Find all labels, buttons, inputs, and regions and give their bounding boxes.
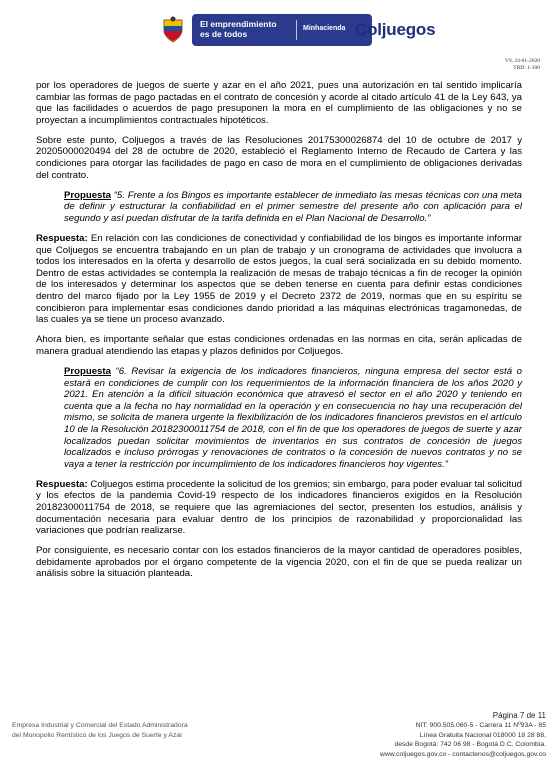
- document-body: [36, 80, 522, 589]
- page-header: [160, 14, 460, 48]
- gov-logo-text: El emprendimiento es de todos: [200, 19, 277, 39]
- document-version: [505, 58, 540, 72]
- footer-phone-line: Línea Gratuita Nacional 018000 18 28 88,: [419, 731, 546, 739]
- paragraph-4: Por consiguiente, es necesario contar con los estados financieros de la mayor cantidad de operadores posibles, debidamente aprobados por el órgano competente de la vigencia 2020, con el fin de que se pueda realizar un análisis sobre la situación planteada.: [36, 545, 522, 580]
- proposal-label: Propuesta: [64, 189, 111, 201]
- footer-contact: [380, 721, 546, 759]
- paragraph-2: Sobre este punto, Coljuegos a través de las Resoluciones 20175300026874 del 10 de octubre de 2017 y 20205000020494 del 28 de octubre de 2020, estableció el Reglamento Interno de Recaudo de Cartera y las condiciones para otorgar las facilidades de pago en caso de mora en el cumplimiento de obligaciones derivadas del contrato.: [36, 134, 522, 181]
- proposal-label: Propuesta: [64, 365, 111, 377]
- ministry-text: Minhacienda: [303, 25, 346, 32]
- proposal-6: [36, 366, 522, 470]
- brand-name: Coljuegos: [355, 20, 436, 39]
- logo-divider: [296, 20, 297, 40]
- footer-company-line-2: del Monopolio Rentístico de los Juegos de Suerte y Azar: [12, 731, 183, 739]
- trd-code: TRD: 1-100: [513, 65, 540, 71]
- paragraph-1: por los operadores de juegos de suerte y azar en el año 2021, pues una autorización en tal sentido implicaría cambiar las formas de pago pactadas en el contrato de concesión y acorde al citado artículo 41 de la Ley 643, ya que las facilidades o acuerdos de pago presuponen la mora en el cumplimiento de las obligaciones y no se proyectan a incumplimientos contractuales hipotéticos.: [36, 80, 522, 126]
- footer-company-line-1: Empresa Industrial y Comercial del Estado Administradora: [12, 722, 188, 729]
- footer-company: [12, 721, 188, 740]
- footer-bogota-line: desde Bogotá: 742 06 98 - Bogotá D.C. Colombia.: [394, 741, 546, 748]
- coat-of-arms-icon: [160, 16, 186, 44]
- paragraph-3: Ahora bien, es importante señalar que estas condiciones ordenadas en las normas en cita, serán aplicadas de manera gradual atendiendo las etapas y plazos definidos por Coljuegos.: [36, 334, 522, 357]
- footer-web-email: www.coljuegos.gov.co - contactenos@coljuegos.gov.co: [379, 750, 546, 758]
- footer-nit-address: NIT: 900.505.060-5 - Carrera 11 Nº93A - 85: [415, 722, 546, 729]
- page-number: Página 7 de 11: [492, 711, 546, 720]
- response-label: Respuesta:: [36, 478, 88, 490]
- proposal-text: “5. Frente a los Bingos es importante establecer de inmediato las mesas técnicas con una meta de definir y estructurar la confiabilidad en el primer semestre del presente año con aplicación para el segundo y así puedan disfrutar de la tarifa definida en el Plan Nacional de Desarrollo.”: [64, 189, 522, 224]
- proposal-text: “6. Revisar la exigencia de los indicadores financieros, ninguna empresa del sector está o estará en condiciones de cumplir con los requerimientos de la información financiera de los años 2020 y 2021. En atención a la difícil situación económica que atravesó el sector en el año 2020 y teniendo en cuenta que a la fecha no hay normalidad en la operación y en consecuencia no hay una recuperación del mismo, se solicita de manera urgente la flexibilización de los indicadores financieros previstos en el artículo 10 de la Resolución 20182300011754 de 2018, con el fin de que los operadores de juegos de suerte y azar localizados puedan solicitar movimientos de inventarios en sus contratos de concesión de juegos localizados e incluso prórrogas y renovaciones de contratos o la concesión de nuevos contratos y no se vaya a tener la restricción por incumplimiento de los indicadores financieros hoy vigentes.”: [64, 365, 522, 470]
- response-text: Coljuegos estima procedente la solicitud de los gremios; sin embargo, para poder evaluar tal solicitud y los efectos de la pandemia Covid-19 respecto de los indicadores financieros exigidos en la Resolución 20182300011754 de 2018, se requiere que las agremiaciones del sector, presenten los estudios, análisis y documentación necesaria para evaluar dentro de los principios de razonabilidad y proporcionalidad las variaciones que podrían realizarse.: [36, 478, 522, 537]
- government-logo: [192, 14, 372, 46]
- coljuegos-logo: [355, 20, 435, 40]
- version-code: V9, 24-01-2020: [504, 58, 540, 64]
- proposal-5: [36, 190, 522, 225]
- response-text: En relación con las condiciones de conectividad y confiabilidad de los bingos es importante informar que Coljuegos se encuentra trabajando en un plan de trabajo y un cronograma de actividades que involucra a todos los interesados en la oferta y desarrollo de estos juegos, la cual será socializada en su debido momento. Dentro de estas actividades se contempla la realización de mesas de trabajo técnicas a fin de recoger la opinión de los interesados y determinar los aspectos que se deben tenerse en cuenta para definir estas condiciones dentro del marco fijado por la Ley 1955 de 2019 y el Decreto 2372 de 2019, normas que en su espíritu se concibieron para implementar esas condiciones dando prioridad a las máquinas electrónicas tragamonedas, de las cuales ya se tiene un proceso avanzado.: [36, 233, 522, 326]
- response-5: [36, 233, 522, 326]
- response-label: Respuesta:: [36, 233, 88, 245]
- response-6: [36, 479, 522, 537]
